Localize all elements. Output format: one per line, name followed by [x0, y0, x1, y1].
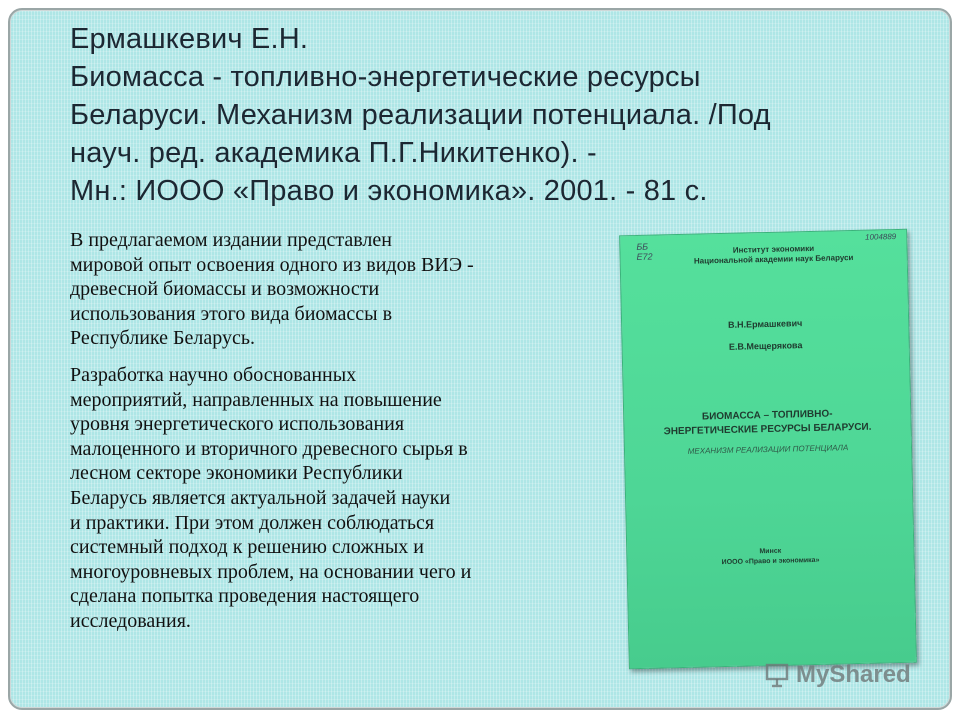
title-line-2: Беларуси. Механизм реализации потенциала. /Под — [70, 99, 771, 131]
title-line-1: Биомасса - топливно-энергетические ресурсы — [70, 61, 701, 93]
p1-line: мировой опыт освоения одного из видов ВИЭ - — [70, 253, 474, 276]
book-subtitle: МЕХАНИЗМ РЕАЛИЗАЦИИ ПОТЕНЦИАЛА — [687, 443, 849, 456]
book-handwritten-code — [636, 242, 652, 262]
book-imprint-line: Минск — [759, 547, 782, 556]
p2-line: системный подход к решению сложных и — [70, 536, 424, 559]
p1-line: Республике Беларусь. — [70, 327, 255, 350]
presentation-icon — [764, 662, 790, 688]
book-imprint-line: ИООО «Право и экономика» — [721, 556, 820, 567]
paragraph-2 — [70, 363, 618, 634]
book-author: В.Н.Ермашкевич — [727, 318, 803, 330]
watermark-text: MyShared — [796, 661, 911, 688]
p2-line: мероприятий, направленных на повышение — [70, 388, 442, 411]
body-text — [70, 228, 618, 646]
p2-line: и практики. При этом должен соблюдаться — [70, 511, 435, 534]
paragraph-1 — [70, 228, 618, 351]
book-inventory-number: 1004889 — [864, 232, 897, 242]
book-institute-line: Национальной академии наук Беларуси — [693, 253, 854, 266]
title-line-author: Ермашкевич Е.Н. — [70, 23, 309, 55]
book-cover-image — [619, 229, 917, 669]
p2-line: лесном секторе экономики Республики — [70, 462, 403, 485]
p1-line: древесной биомассы и возможности — [70, 278, 380, 301]
book-authors — [622, 310, 909, 360]
book-title-line: БИОМАССА – ТОПЛИВНО- — [701, 408, 833, 423]
p2-line: многоуровневых проблем, на основании чего и — [70, 560, 472, 583]
title-line-4: Мн.: ИООО «Право и экономика». 2001. - 81 с. — [70, 175, 708, 207]
p2-line: уровня энергетического использования — [70, 413, 405, 436]
p1-line: использования этого вида биомассы в — [70, 302, 393, 325]
p1-line: В предлагаемом издании представлен — [70, 229, 392, 251]
book-title-line: ЭНЕРГЕТИЧЕСКИЕ РЕСУРСЫ БЕЛАРУСИ. — [663, 421, 872, 438]
slide-title — [70, 20, 910, 210]
book-institute — [660, 242, 886, 267]
book-institute-line: Институт экономики — [732, 243, 815, 255]
book-title — [634, 406, 901, 440]
p2-line: Беларусь является актуальной задачей науки — [70, 486, 451, 509]
p2-line: малоценного и вторичного древесного сырья в — [70, 437, 468, 460]
p2-line: Разработка научно обоснованных — [70, 363, 357, 386]
p2-line: сделана попытка проведения настоящего — [70, 585, 420, 608]
watermark — [764, 660, 911, 690]
title-line-3: науч. ред. академика П.Г.Никитенко). - — [70, 137, 597, 169]
book-scribble-line: Е72 — [636, 251, 653, 262]
book-author: Е.В.Мещерякова — [728, 340, 803, 352]
book-imprint — [627, 544, 913, 570]
book-scribble-line: ББ — [636, 241, 649, 252]
p2-line: исследования. — [70, 609, 191, 632]
